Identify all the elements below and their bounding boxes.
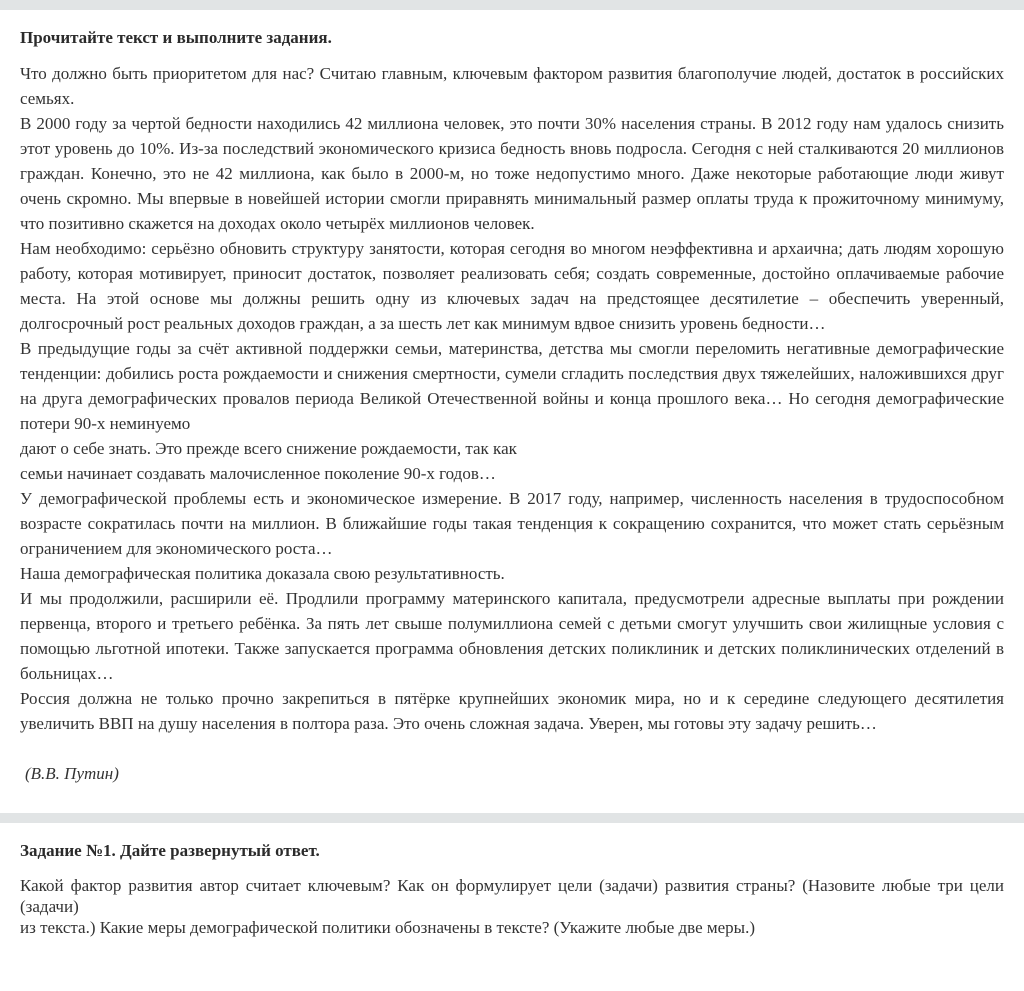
paragraph: В предыдущие годы за счёт активной поддержки семьи, материнства, детства мы смогли переломить негативные демографические тенденции: добились роста рождаемости и снижения смертности, сумели сгладить последствия двух тяжелейших, наложившихся друг на друга демографических провалов периода Великой Отечественной войны и конца прошлого века… Но сегодня демографические потери 90-х неминуемо [20,339,1004,433]
reading-text [20,61,1004,736]
task-question [20,875,1004,938]
paragraph: дают о себе знать. Это прежде всего снижение рождаемости, так как [20,439,517,458]
section-title: Прочитайте текст и выполните задания. [20,28,332,47]
task-title: Задание №1. Дайте развернутый ответ. [20,841,320,860]
section-divider-band [0,813,1024,823]
paragraph: Что должно быть приоритетом для нас? Считаю главным, ключевым фактором развития благополучие людей, достаток в российских семьях. [20,64,1004,108]
paragraph: И мы продолжили, расширили её. Продлили программу материнского капитала, предусмотрели адресные выплаты при рождении первенца, второго и третьего ребёнка. За пять лет свыше полумиллиона семей с детьми смогут улучшить свои жилищные условия с помощью льготной ипотеки. Также запускается программа обновления детских поликлиник и детских поликлинических отделений в больницах… [20,589,1004,683]
question-line: из текста.) Какие меры демографической политики обозначены в тексте? (Укажите любые две меры.) [20,918,756,937]
paragraph: Россия должна не только прочно закрепиться в пятёрке крупнейших экономик мира, но и к середине следующего десятилетия увеличить ВВП на душу населения в полтора раза. Это очень сложная задача. Уверен, мы готовы эту задачу решить… [20,689,1004,733]
paragraph: семьи начинает создавать малочисленное поколение 90-х годов… [20,464,496,483]
top-divider-band [0,0,1024,10]
reading-text-section [0,27,1024,785]
paragraph: Наша демографическая политика доказала свою результативность. [20,564,505,583]
paragraph: В 2000 году за чертой бедности находились 42 миллиона человек, это почти 30% населения страны. В 2012 году нам удалось снизить этот уровень до 10%. Из-за последствий экономического кризиса бедность вновь подросла. Сегодня с ней сталкиваются 20 миллионов граждан. Конечно, это не 42 миллиона, как было в 2000-м, но тоже недопустимо много. Даже некоторые работающие люди живут очень скромно. Мы впервые в новейшей истории смогли приравнять минимальный размер оплаты труда к прожиточному минимуму, что позитивно скажется на доходах около четырёх миллионов человек. [20,114,1004,233]
paragraph: Нам необходимо: серьёзно обновить структуру занятости, которая сегодня во многом неэффективна и архаична; дать людям хорошую работу, которая мотивирует, приносит достаток, позволяет реализовать себя; создать современные, достойно оплачиваемые рабочие места. На этой основе мы должны решить одну из ключевых задач на предстоящее десятилетие – обеспечить уверенный, долгосрочный рост реальных доходов граждан, а за шесть лет как минимум вдвое снизить уровень бедности… [20,239,1004,333]
author-attribution: (В.В. Путин) [25,764,119,783]
paragraph: У демографической проблемы есть и экономическое измерение. В 2017 году, например, численность населения в трудоспособном возрасте сократилась почти на миллион. В ближайшие годы такая тенденция к сокращению сохранится, что может стать серьёзным ограничением для экономического роста… [20,489,1004,558]
question-line: Какой фактор развития автор считает ключевым? Как он формулирует цели (задачи) развития страны? (Назовите любые три цели (задачи) [20,876,1004,916]
task-section [0,840,1024,938]
